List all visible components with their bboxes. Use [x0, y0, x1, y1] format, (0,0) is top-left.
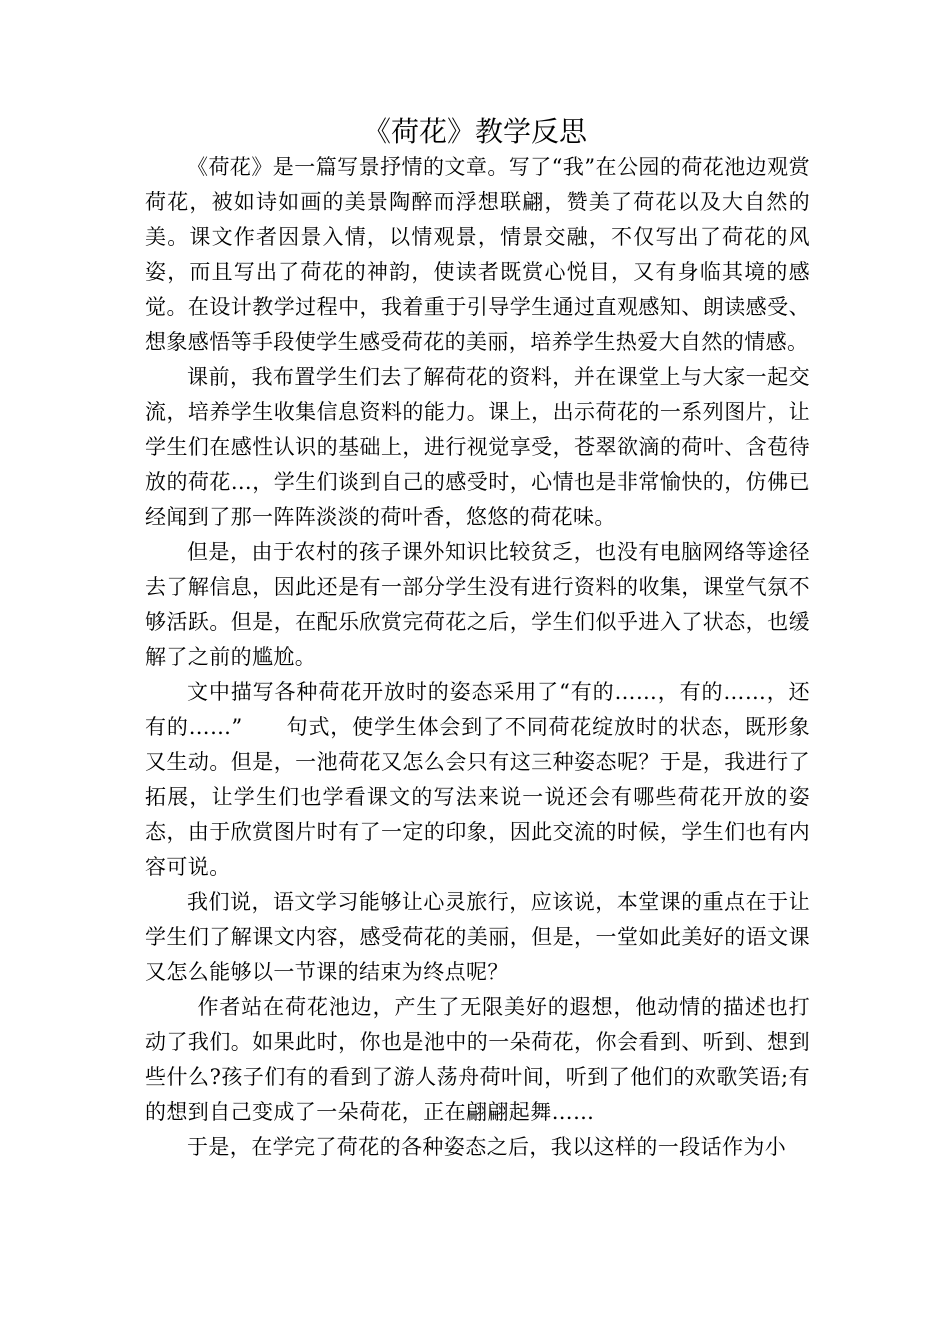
- paragraph-4: 文中描写各种荷花开放时的姿态采用了“有的……，有的……，还有的……” 句式，使学生体会到了不同荷花绽放时的状态，既形象又生动。但是，一池荷花又怎么会只有这三种姿态呢？于是，我进行了拓展，让学生们也学看课文的写法来说一说还会有哪些荷花开放的姿态，由于欣赏图片时有了一定的印象，因此交流的时候，学生们也有内容可说。: [145, 680, 810, 879]
- paragraph-1: 《荷花》是一篇写景抒情的文章。写了“我”在公园的荷花池边观赏荷花，被如诗如画的美景陶醉而浮想联翩，赞美了荷花以及大自然的美。课文作者因景入情，以情观景，情景交融，不仅写出了荷花的风姿，而且写出了荷花的神韵，使读者既赏心悦目，又有身临其境的感觉。在设计教学过程中，我着重于引导学生通过直观感知、朗读感受、想象感悟等手段使学生感受荷花的美丽，培养学生热爱大自然的情感。: [145, 155, 810, 354]
- document-body: [145, 150, 810, 1165]
- paragraph-5: 我们说，语文学习能够让心灵旅行，应该说，本堂课的重点在于让学生们了解课文内容，感受荷花的美丽，但是，一堂如此美好的语文课又怎么能够以一节课的结束为终点呢？: [145, 890, 810, 984]
- paragraph-7: 于是，在学完了荷花的各种姿态之后，我以这样的一段话作为小: [187, 1135, 787, 1159]
- paragraph-3: 但是，由于农村的孩子课外知识比较贫乏，也没有电脑网络等途径去了解信息，因此还是有一部分学生没有进行资料的收集，课堂气氛不够活跃。但是，在配乐欣赏完荷花之后，学生们似乎进入了状态，也缓解了之前的尴尬。: [145, 540, 810, 669]
- paragraph-6: 作者站在荷花池边，产生了无限美好的遐想，他动情的描述也打动了我们。如果此时，你也是池中的一朵荷花，你会看到、听到、想到些什么?孩子们有的看到了游人荡舟荷叶间，听到了他们的欢歌笑语;有的想到自己变成了一朵荷花，正在翩翩起舞……: [145, 995, 810, 1124]
- paragraph-2: 课前，我布置学生们去了解荷花的资料，并在课堂上与大家一起交流，培养学生收集信息资料的能力。课上，出示荷花的一系列图片，让学生们在感性认识的基础上，进行视觉享受，苍翠欲滴的荷叶、含苞待放的荷花…，学生们谈到自己的感受时，心情也是非常愉快的，仿佛已经闻到了那一阵阵淡淡的荷叶香，悠悠的荷花味。: [145, 365, 810, 529]
- document-title: 《荷花》教学反思: [362, 115, 587, 148]
